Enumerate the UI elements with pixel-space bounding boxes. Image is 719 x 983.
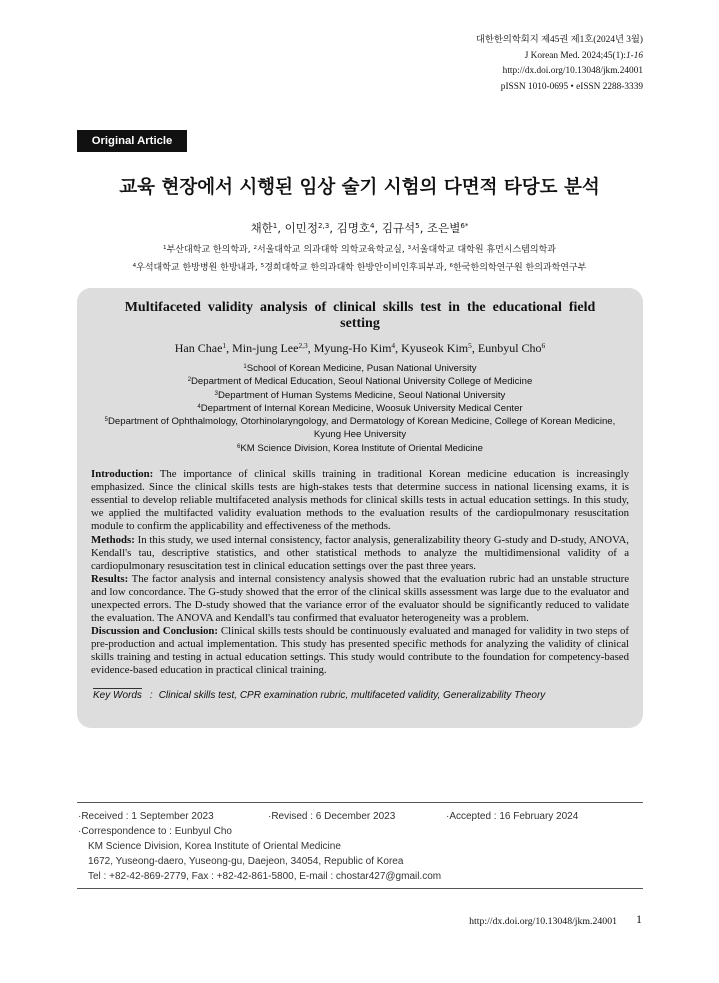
author-name: Eunbyul Cho	[477, 341, 542, 355]
author-affiliation-number: 6	[541, 341, 546, 351]
affiliation-text: 서울대학교 대학원 휴먼시스템의학과	[411, 245, 556, 255]
author-name: 조은별	[427, 221, 461, 235]
abstract-discussion	[91, 625, 629, 677]
journal-citation	[476, 49, 643, 65]
abstract-methods	[91, 534, 629, 573]
journal-issn: pISSN 1010-0695 • eISSN 2288-3339	[500, 81, 643, 92]
keywords-separator: :	[149, 689, 153, 701]
footer-top-rule	[77, 802, 643, 803]
correspondence: ·Correspondence to : Eunbyul Cho	[78, 826, 232, 837]
page-number: 1	[636, 912, 642, 926]
keywords-text: Clinical skills test, CPR examination rubric, multifaceted validity, Generalizability Theory	[158, 689, 546, 701]
english-title: Multifaceted validity analysis of clinical skills test in the educational field setting	[124, 300, 596, 331]
abstract	[91, 468, 629, 678]
affiliation-text: 부산대학교 한의학과	[166, 245, 248, 255]
affiliation-number: 2	[253, 245, 257, 252]
author	[478, 341, 545, 355]
journal-doi-link[interactable]: http://dx.doi.org/10.13048/jkm.24001	[502, 66, 643, 77]
author	[382, 221, 420, 235]
affiliation	[261, 263, 444, 273]
author-name: 채한	[250, 221, 273, 235]
author-affiliation-number: 1	[272, 221, 278, 231]
section-text: The importance of clinical skills training in traditional Korean medicine education is increasingly emphasized. Since the clinical skills tests are high-stakes tests that determine success in national licensing exams, it is essential to develop reliable multifaceted analysis methods for clinical skills tests in actual education settings. In this study, we applied the multifacted validity evaluation methods to the evaluation results of the cardiopulmonary resuscitation module to confirm the applicability and effectiveness of the methods.	[91, 468, 629, 533]
footer-bottom-rule	[77, 888, 643, 889]
affiliation	[133, 263, 255, 273]
revised-date: ·Revised : 6 December 2023	[268, 811, 396, 822]
citation-prefix: J Korean Med. 2024;45(1):	[524, 50, 626, 61]
affiliation-text: 한국한의학연구원 한의과학연구부	[453, 263, 587, 273]
author	[251, 221, 278, 235]
author	[427, 221, 468, 235]
section-text: The factor analysis and internal consistency analysis showed that the evaluation rubric had an unstable structure and low concordance. The G-study showed that the error of the clinical skills assessment was large due to the evaluator and unexpected errors. The D-study showed that the variance error of the evaluator should be significantly reduced to validate the evaluation. The ANOVA and Kendall's tau confirmed that evaluator heterogeneity was a problem.	[91, 572, 629, 625]
affiliation	[100, 402, 620, 415]
author-name: 이민정	[284, 221, 318, 235]
affiliation	[253, 245, 401, 255]
affiliation-text: Department of Human Systems Medicine, Seoul National University	[217, 389, 506, 401]
affiliation-text: 서울대학교 의과대학 의학교육학교실	[257, 245, 402, 255]
korean-title: 교육 현장에서 시행된 임상 술기 시험의 다면적 타당도 분석	[119, 177, 600, 198]
affiliation-text: KM Science Division, Korea Institute of Oriental Medicine	[240, 442, 483, 454]
affiliation-number: 6	[449, 263, 454, 270]
english-abstract-box	[77, 288, 643, 728]
affiliation-number: 4	[132, 263, 137, 270]
affiliation-line: $^4$우석대학교 한방병원 한방내과, $^5$경희대학교 한의과대학 한방안이비인후피부과, $^6$한국한의학연구원 한의과학연구부	[132, 263, 587, 273]
affiliation-number: 6	[237, 443, 241, 450]
page-footer-doi-link[interactable]: http://dx.doi.org/10.13048/jkm.24001	[469, 916, 617, 927]
english-author-list: Han Chae$^1$, Min-jung Lee$^{2,3}$, Myung-Ho Kim$^4$, Kyuseok Kim$^5$, Eunbyul Cho$^6$	[174, 341, 546, 355]
affiliation	[450, 263, 587, 273]
affiliation-text: Department of Internal Korean Medicine, Woosuk University Medical Center	[200, 402, 523, 414]
affiliation-number: 5	[260, 263, 265, 270]
author-name: Kyuseok Kim	[401, 341, 469, 355]
affiliation	[100, 362, 620, 375]
affiliation-text: School of Korean Medicine, Pusan National University	[246, 363, 477, 374]
section-text: Clinical skills tests should be continuously evaluated and managed for validity in two steps of pre-production and actual implementation. This study has presented specific methods for analyzing the validity of clinical skills training and testing in actual education settings. This study would contribute to the foundation for competency-based evidence-based education in practical clinical training.	[91, 625, 630, 677]
affiliation-line: $^1$부산대학교 한의학과, $^2$서울대학교 의과대학 의학교육학교실, $^3$서울대학교 대학원 휴먼시스템의학과	[163, 245, 556, 255]
author-name: Han Chae	[174, 341, 223, 355]
received-date: ·Received : 1 September 2023	[78, 811, 214, 822]
journal-header	[476, 33, 643, 95]
article-type-badge: Original Article	[77, 130, 187, 152]
affiliation-number: 2	[187, 377, 191, 384]
korean-affiliations	[0, 241, 719, 277]
affiliation	[163, 245, 248, 255]
author-affiliation-number: 5	[468, 341, 472, 351]
affiliation	[100, 442, 620, 455]
author-affiliation-number: 4	[391, 341, 396, 351]
abstract-results	[91, 573, 629, 625]
affiliation-text: Department of Ophthalmology, Otorhinolaryngology, and Dermatology of Korean Medicine, College of Korean Medicine, Kyung Hee University	[107, 416, 616, 441]
author	[175, 341, 226, 355]
affiliation	[100, 415, 620, 442]
affiliation	[100, 389, 620, 402]
affiliation-text: Department of Medical Education, Seoul National University College of Medicine	[191, 376, 533, 388]
author-affiliation-number: 2,3	[317, 221, 330, 231]
author-name: 김명호	[336, 221, 370, 235]
author-name: Min-jung Lee	[232, 341, 299, 355]
author	[232, 341, 308, 355]
affiliation-number: 5	[104, 417, 108, 424]
author-affiliation-number: 5	[415, 221, 420, 231]
english-affiliations	[100, 362, 620, 455]
author	[337, 221, 375, 235]
keywords	[91, 689, 629, 703]
author-affiliation-number: 4	[369, 221, 375, 231]
abstract-introduction	[91, 468, 629, 533]
author	[401, 341, 472, 355]
affiliation	[408, 245, 556, 255]
affiliation-text: 경희대학교 한의과대학 한방안이비인후피부과	[264, 263, 444, 273]
author	[314, 341, 395, 355]
correspondence-institution: KM Science Division, Korea Institute of Oriental Medicine	[88, 841, 341, 852]
author-name: Myung-Ho Kim	[313, 341, 392, 355]
affiliation-number: 3	[407, 245, 412, 252]
author	[285, 221, 330, 235]
accepted-date: ·Accepted : 16 February 2024	[446, 811, 579, 822]
citation-pages: 1-16	[625, 50, 643, 61]
section-label: Results:	[91, 572, 129, 585]
section-label: Methods:	[91, 533, 135, 546]
author-affiliation-number: 2,3	[298, 341, 308, 351]
affiliation-number: 3	[214, 390, 218, 397]
affiliation-number: 1	[243, 364, 247, 371]
affiliation-number: 4	[197, 403, 201, 410]
section-label: Discussion and Conclusion:	[91, 625, 218, 638]
journal-volume-issue: 대한한의학회지 제45권 제1호(2024년 3월)	[475, 35, 643, 45]
affiliation	[100, 375, 620, 388]
author-name: 김규석	[381, 221, 416, 235]
author-affiliation-number: 1	[222, 341, 227, 351]
korean-author-list: 채한$^1$, 이민정$^{2,3}$, 김명호$^4$, 김규석$^5$, 조은별$^{6*}$	[250, 221, 469, 235]
affiliation-number: 1	[163, 245, 167, 252]
author-affiliation-number: 6*	[460, 221, 469, 231]
correspondence-address: 1672, Yuseong-daero, Yuseong-gu, Daejeon, 34054, Republic of Korea	[88, 856, 404, 867]
correspondence-contact: Tel : +82-42-869-2779, Fax : +82-42-861-5800, E-mail : chostar427@gmail.com	[88, 871, 442, 882]
affiliation-text: 우석대학교 한방병원 한방내과	[136, 263, 255, 273]
section-text: In this study, we used internal consistency, factor analysis, generalizability theory G-study and D-study, ANOVA, Kendall's tau, descriptive statistics, and other statistical methods to analyze the multidimensional validity of a cardiopulmonary resuscitation test in clinical education settings over the past three years.	[91, 533, 629, 572]
keywords-label: Key Words	[93, 689, 142, 701]
section-label: Introduction:	[91, 468, 154, 481]
